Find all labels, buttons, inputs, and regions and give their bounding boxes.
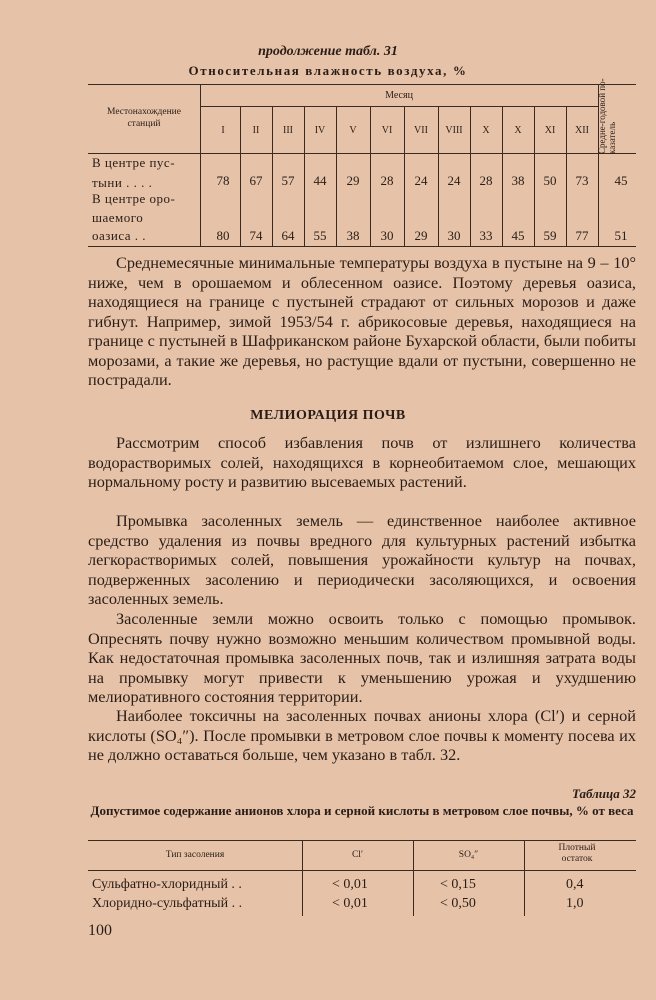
table-cell: 29 [414, 228, 428, 243]
average-header-line: Средне-годовой по- [597, 78, 607, 154]
month-header: VII [414, 125, 428, 136]
row-label-line: оазиса . . [92, 228, 147, 243]
table32-cell: < 0,15 [440, 877, 476, 892]
table-cell: 30 [380, 228, 394, 243]
table-cell-average: 45 [614, 173, 628, 188]
table-cell: 78 [216, 173, 230, 188]
table-cell: 28 [380, 173, 394, 188]
table-cell: 77 [575, 228, 589, 243]
paragraph: Среднемесячные минимальные температуры воздуха в пустыне на 9 – 10° ниже, чем в орошаемом и облесенном оазисе. Поэтому деревья оазиса, находящиеся на границе с пустыней страдают от сильных морозов и даже гибнут. Например, зимой 1953/54 г. абрикосовые деревья, находящиеся на границе с пустыней в Шафриканском районе Бухарской области, были побиты морозами, а такие же деревья, но растущие вдали от пустыни, совершенно не пострадали. [88, 253, 636, 389]
month-header: X [482, 125, 490, 136]
table-cell: 55 [313, 228, 327, 243]
table-cell: 45 [511, 228, 525, 243]
paragraph: Промывка засоленных земель — единственное наиболее активное средство удаления из почвы вредного для культурных растений избытка легкорастворимых солей, повышения урожайности культур на почвах, подверженных засолению и периодически засоляющихся, и освоения засоленных земель. [88, 511, 636, 608]
table-cell: 80 [216, 228, 230, 243]
table31-title: Относительная влажность воздуха, % [188, 63, 468, 78]
table32-cell: 0,4 [566, 877, 584, 892]
section-heading: МЕЛИОРАЦИЯ ПОЧВ [250, 408, 406, 423]
month-header: I [221, 125, 225, 136]
paragraph: Засоленные земли можно освоить только с помощью промывок. Опреснять почву нужно возможно меньшим количеством промывной воды. Как недостаточная промывка засоленных почв, так и излишняя затрата воды на промывку могут привести к уменьшению урожая и ухудшению мелиоративного состояния территории. [88, 609, 636, 706]
row-label-line: В центре оро- [92, 191, 176, 206]
table-cell: 30 [447, 228, 461, 243]
average-header-line: казатель [607, 121, 617, 154]
table-cell: 59 [543, 228, 557, 243]
table-cell: 44 [313, 173, 327, 188]
table-cell: 57 [281, 173, 295, 188]
table31-col-rule [370, 106, 371, 246]
table-cell: 38 [346, 228, 360, 243]
table32-top-rule [88, 840, 636, 841]
table-cell: 73 [575, 173, 589, 188]
row-label-line: В центре пус- [92, 155, 176, 170]
month-header: V [349, 125, 357, 136]
row-label-line: шаемого [92, 210, 144, 225]
table31-month-rule [200, 106, 598, 107]
table31-bottom-rule [88, 246, 636, 247]
table32-label: Таблица 32 [571, 786, 636, 801]
table31-location-header: Местонахождение станций [107, 107, 181, 129]
month-header: XI [544, 125, 556, 136]
table31-col-rule [404, 106, 405, 246]
month-header: II [252, 125, 260, 136]
table-cell: 28 [479, 173, 493, 188]
table31-col-rule [200, 84, 201, 246]
table32-title: Допустимое содержание анионов хлора и серной кислоты в метровом слое почвы, % от веса [90, 803, 634, 818]
month-header: XII [575, 125, 589, 136]
table32-cell-type: Хлоридно-сульфатный . . [92, 896, 243, 911]
month-header: III [283, 125, 293, 136]
month-header: X [514, 125, 522, 136]
table-cell: 29 [346, 173, 360, 188]
table32-cell: < 0,01 [332, 877, 368, 892]
month-header: VI [381, 125, 393, 136]
table-cell: 67 [249, 173, 263, 188]
table32-col-rule [524, 840, 525, 916]
page-number: 100 [88, 922, 112, 939]
table32-header: Тип засоления [165, 850, 225, 860]
table-cell: 33 [479, 228, 493, 243]
paragraph: Наиболее токсичны на засоленных почвах анионы хлора (Cl′) и серной кислоты (SO₄″). После промывки в метровом слое почвы к моменту посева их не должно оставаться больше, чем указано в табл. 32. [88, 706, 636, 764]
table32-header: Плотный остаток [558, 843, 596, 864]
table-cell: 64 [281, 228, 295, 243]
paragraph: Рассмотрим способ избавления почв от излишнего количества водорастворимых солей, находящихся в корнеобитаемом слое, мешающих нормальному росту и развитию высеваемых растений. [88, 433, 636, 491]
table32-header-rule [88, 870, 636, 871]
table32-cell-type: Сульфатно-хлоридный . . [92, 877, 242, 892]
table-cell: 74 [249, 228, 263, 243]
table31-col-rule [336, 106, 337, 246]
table32-cell: < 0,01 [332, 896, 368, 911]
row-label-line: тыни . . . . [92, 175, 153, 190]
table-continuation-label: продолжение табл. 31 [258, 44, 398, 59]
table-cell: 24 [414, 173, 428, 188]
table-cell: 50 [543, 173, 557, 188]
table31-header-rule [88, 153, 636, 154]
table-cell: 38 [511, 173, 525, 188]
table32-cell: 1,0 [566, 896, 584, 911]
table-cell-average: 51 [614, 228, 628, 243]
table31-average-header [597, 78, 617, 154]
month-header: VIII [445, 125, 463, 136]
table32-cell: < 0,50 [440, 896, 476, 911]
month-header: IV [314, 125, 326, 136]
table32-header: Cl′ [351, 850, 364, 860]
table31-top-rule [88, 84, 636, 85]
table31-month-header: Месяц [385, 90, 413, 101]
table-cell: 24 [447, 173, 461, 188]
table32-header: SO₄″ [458, 850, 479, 860]
